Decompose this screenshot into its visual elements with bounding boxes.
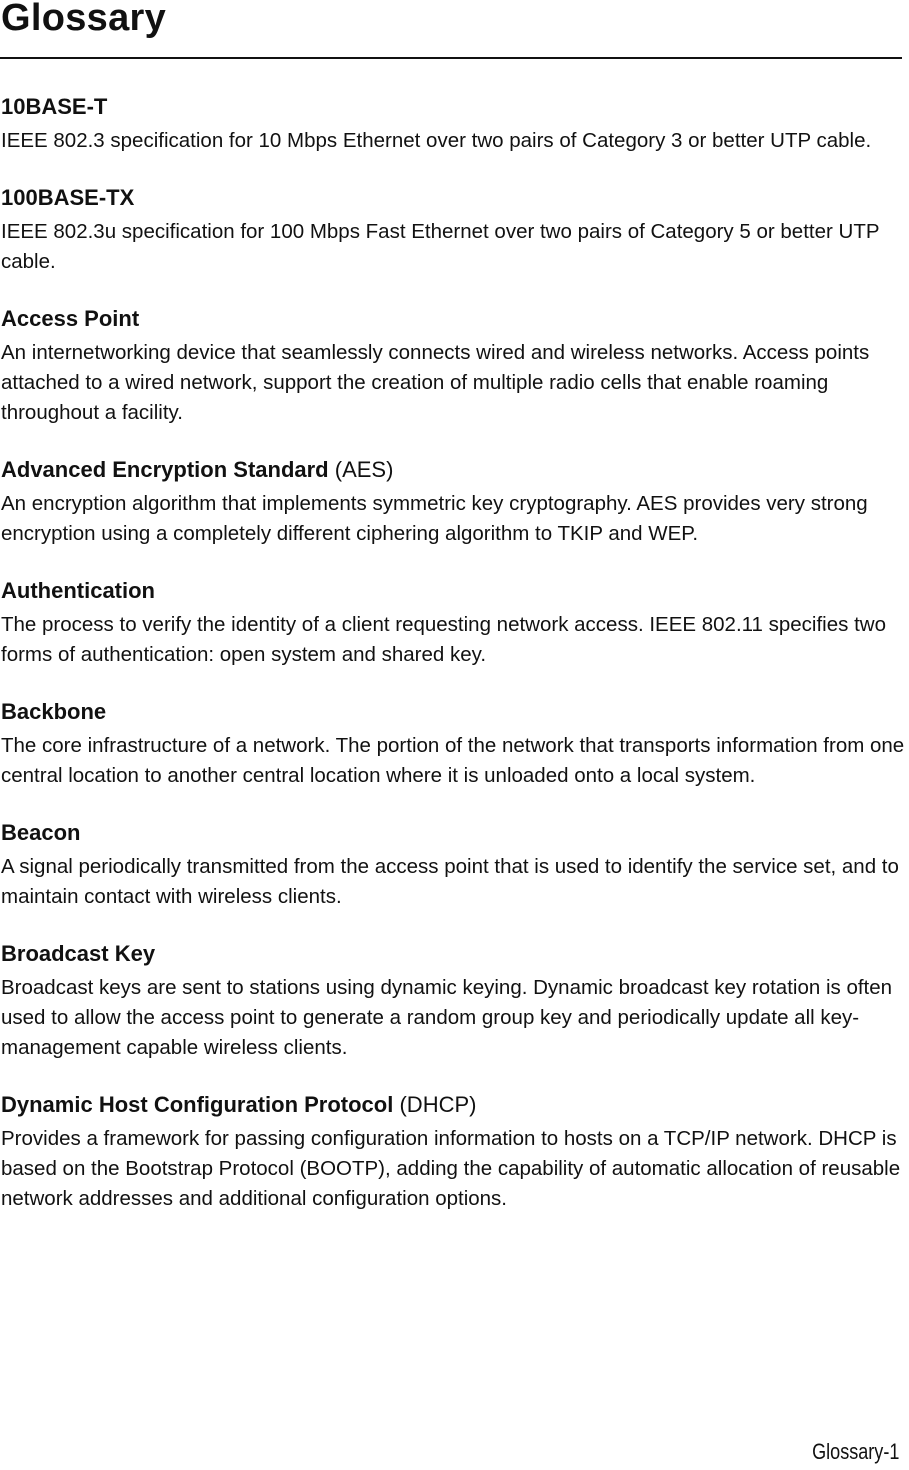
term-definition: An internetworking device that seamlessly connects wired and wireless networks. Access points attached to a wired network, support the creation of multiple radio cells that enable roaming throughout a facility. <box>1 341 870 424</box>
term-name: Beacon <box>1 820 81 845</box>
glossary-term <box>1 456 906 484</box>
glossary-term <box>1 1091 906 1119</box>
glossary-entry <box>1 1091 906 1214</box>
glossary-entry <box>1 184 906 277</box>
glossary-term <box>1 184 906 212</box>
glossary-term <box>1 577 906 605</box>
glossary-entry <box>1 940 906 1063</box>
term-definition: Provides a framework for passing configuration information to hosts on a TCP/IP network. DHCP is based on the Bootstrap Protocol (BOOTP), adding the capability of automatic allocation of reusable network addresses and additional configuration options. <box>1 1127 901 1210</box>
glossary-term <box>1 305 906 333</box>
glossary-term <box>1 940 906 968</box>
term-definition: Broadcast keys are sent to stations using dynamic keying. Dynamic broadcast key rotation is often used to allow the access point to generate a random group key and periodically update all key-management capable wireless clients. <box>1 976 893 1059</box>
term-definition: IEEE 802.3u specification for 100 Mbps Fast Ethernet over two pairs of Category 5 or better UTP cable. <box>1 220 880 273</box>
glossary-term <box>1 698 906 726</box>
glossary-entry <box>1 577 906 670</box>
glossary-list <box>1 93 906 1242</box>
term-definition: The core infrastructure of a network. The portion of the network that transports information from one central location to another central location where it is unloaded onto a local system. <box>1 734 905 787</box>
title-divider <box>0 57 902 59</box>
term-definition: The process to verify the identity of a client requesting network access. IEEE 802.11 specifies two forms of authentication: open system and shared key. <box>1 613 886 666</box>
term-name: Advanced Encryption Standard <box>1 457 329 482</box>
term-name: Dynamic Host Configuration Protocol <box>1 1092 394 1117</box>
term-definition: IEEE 802.3 specification for 10 Mbps Ethernet over two pairs of Category 3 or better UTP cable. <box>1 129 872 152</box>
page-title: Glossary <box>1 0 167 39</box>
glossary-entry <box>1 698 906 791</box>
glossary-entry <box>1 93 906 156</box>
page-number: Glossary-1 <box>811 1439 899 1464</box>
glossary-entry <box>1 819 906 912</box>
term-definition: An encryption algorithm that implements symmetric key cryptography. AES provides very strong encryption using a completely different ciphering algorithm to TKIP and WEP. <box>1 492 868 545</box>
term-name: 10BASE-T <box>1 94 108 119</box>
glossary-term <box>1 93 906 121</box>
term-definition: A signal periodically transmitted from the access point that is used to identify the service set, and to maintain contact with wireless clients. <box>1 855 899 908</box>
term-name: Authentication <box>1 578 155 603</box>
term-name: Access Point <box>1 306 140 331</box>
term-abbreviation: (AES) <box>334 457 394 482</box>
glossary-entry <box>1 456 906 549</box>
term-name: 100BASE-TX <box>1 185 135 210</box>
term-name: Backbone <box>1 699 107 724</box>
glossary-entry <box>1 305 906 428</box>
term-abbreviation: (DHCP) <box>399 1092 477 1117</box>
term-name: Broadcast Key <box>1 941 156 966</box>
glossary-term <box>1 819 906 847</box>
